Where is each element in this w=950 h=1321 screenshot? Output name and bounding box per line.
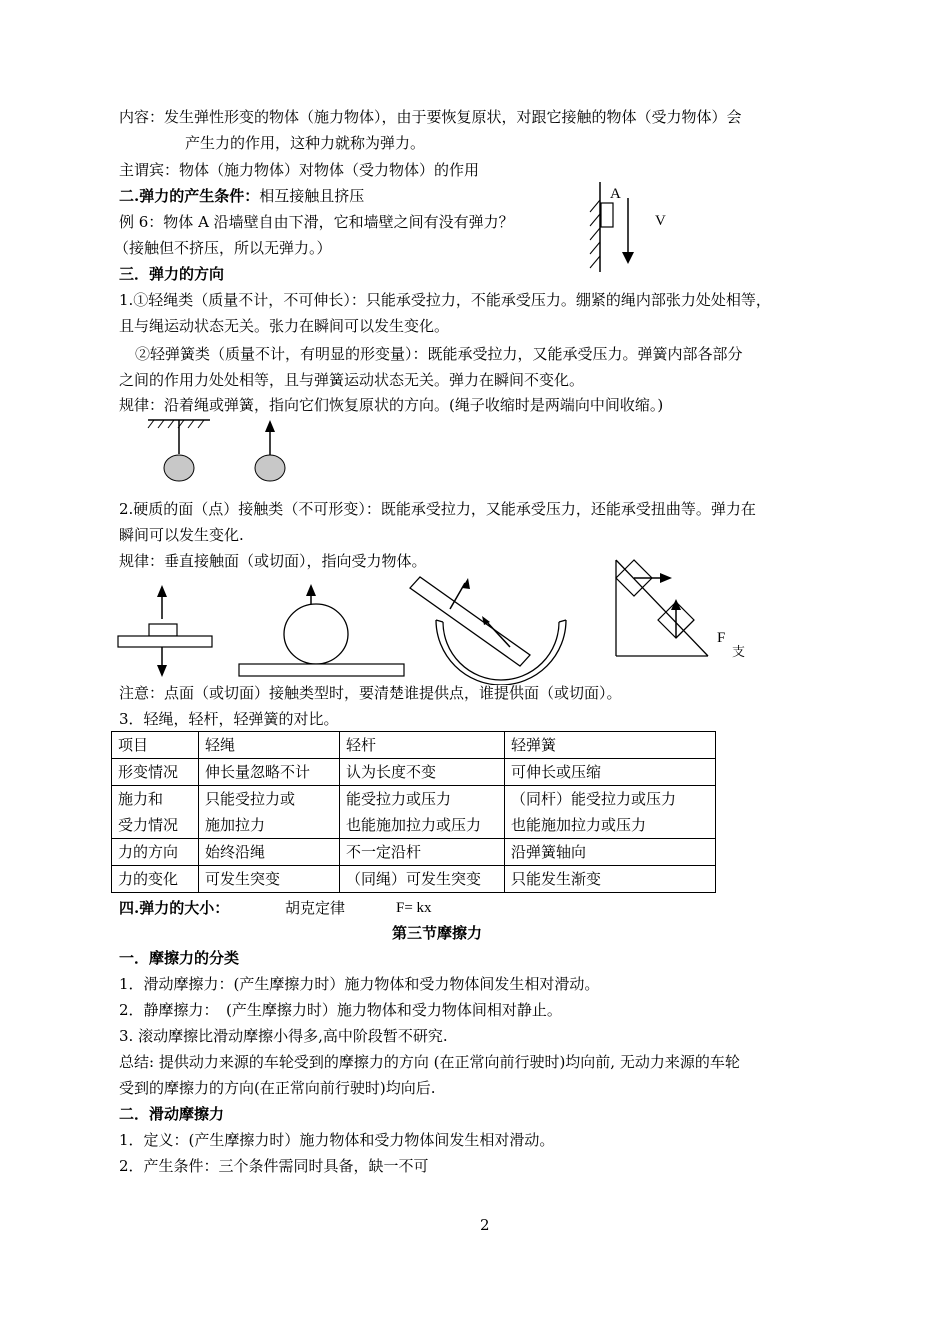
table-cell xyxy=(112,786,199,839)
table-cell: （同绳）可发生突变 xyxy=(340,866,505,893)
table-cell xyxy=(199,786,340,839)
label-a: A xyxy=(610,186,621,202)
cell-line: 也能施加拉力或压力 xyxy=(511,816,647,834)
rod-bowl-figure xyxy=(406,575,578,685)
table-cell: 轻弹簧 xyxy=(505,732,716,759)
cell-line: 受力情况 xyxy=(118,816,179,834)
table-cell: 形变情况 xyxy=(112,759,199,786)
rule-line-2: 规律：垂直接触面（或切面），指向受力物体。 xyxy=(119,552,427,570)
table-cell: 不一定沿杆 xyxy=(340,839,505,866)
table-cell: 轻杆 xyxy=(340,732,505,759)
sliding-item-1: 1．定义：(产生摩擦力时）施力物体和受力物体间发生相对滑动。 xyxy=(119,1131,555,1149)
section-title: 第三节摩擦力 xyxy=(392,924,483,942)
table-cell xyxy=(340,786,505,839)
table-cell: 力的变化 xyxy=(112,866,199,893)
page-number: 2 xyxy=(480,1216,490,1234)
table-cell xyxy=(505,786,716,839)
content-line-2: 产生力的作用，这种力就称为弹力。 xyxy=(185,134,426,152)
condition-heading: 二.弹力的产生条件： xyxy=(119,187,260,205)
example-6-answer: （接触但不挤压，所以无弹力。） xyxy=(114,239,332,257)
table-row xyxy=(112,759,716,786)
size-heading: 四.弹力的大小： xyxy=(119,899,230,917)
table-cell: 沿弹簧轴向 xyxy=(505,839,716,866)
sliding-item-2: 2．产生条件：三个条件需同时具备，缺一不可 xyxy=(119,1157,429,1175)
table-row xyxy=(112,839,716,866)
table-cell: 轻绳 xyxy=(199,732,340,759)
friction-item-3: 3. 滚动摩擦比滑动摩擦小得多,高中阶段暂不研究. xyxy=(119,1027,448,1045)
rope-line-2: 且与绳运动状态无关。张力在瞬间可以发生变化。 xyxy=(119,317,450,335)
hooke-law: 胡克定律 xyxy=(285,899,346,917)
direction-heading: 三．弹力的方向 xyxy=(119,265,225,283)
ball-force-figure xyxy=(248,412,293,484)
condition-text: 相互接触且挤压 xyxy=(259,187,365,205)
example-6: 例 6：物体 A 沿墙壁自由下滑，它和墙壁之间有没有弹力？ xyxy=(119,213,514,231)
spring-line-2: 之间的作用力处处相等，且与弹簧运动状态无关。弹力在瞬间不变化。 xyxy=(119,371,585,389)
hanging-ball-figure xyxy=(142,412,217,484)
table-cell: 可伸长或压缩 xyxy=(505,759,716,786)
table-cell: 项目 xyxy=(112,732,199,759)
table-cell: 可发生突变 xyxy=(199,866,340,893)
table-row xyxy=(112,866,716,893)
summary-line-2: 受到的摩擦力的方向(在正常向前行驶时)均向后. xyxy=(119,1079,436,1097)
label-v: V xyxy=(655,213,666,229)
cell-line: 施力和 xyxy=(118,790,164,808)
friction-item-1: 1．滑动摩擦力：(产生摩擦力时）施力物体和受力物体间发生相对滑动。 xyxy=(119,975,600,993)
friction-item-2: 2．静摩擦力： (产生摩擦力时）施力物体和受力物体间相对静止。 xyxy=(119,1001,562,1019)
cell-line: （同杆）能受拉力或压力 xyxy=(511,790,677,808)
cell-line: 施加拉力 xyxy=(205,816,266,834)
compare-title: 3．轻绳，轻杆，轻弹簧的对比。 xyxy=(119,710,339,728)
table-cell: 只能发生渐变 xyxy=(505,866,716,893)
rope-line-1: 1.①轻绳类（质量不计，不可伸长）：只能承受拉力，不能承受压力。绷紧的绳内部张力处处相等， xyxy=(119,291,771,309)
label-f-sub: 支 xyxy=(732,645,746,660)
summary-line-1: 总结: 提供动力来源的车轮受到的摩擦力的方向 (在正常向前行驶时)均向前, 无动力来源的车轮 xyxy=(119,1053,740,1071)
comparison-table xyxy=(111,731,716,893)
subject-line: 主谓宾：物体（施力物体）对物体（受力物体）的作用 xyxy=(119,161,480,179)
table-row xyxy=(112,732,716,759)
spring-line-1: ②轻弹簧类（质量不计，有明显的形变量）：既能承受拉力，又能承受压力。弹簧内部各部分 xyxy=(135,345,743,363)
table-cell: 始终沿绳 xyxy=(199,839,340,866)
cell-line: 能受拉力或压力 xyxy=(346,790,452,808)
cell-line: 只能受拉力或 xyxy=(205,790,296,808)
friction-class-heading: 一．摩擦力的分类 xyxy=(119,949,240,967)
table-row xyxy=(112,786,716,839)
block-plate-figure xyxy=(117,583,215,678)
content-line-1: 内容：发生弹性形变的物体（施力物体），由于要恢复原状，对跟它接触的物体（受力物体）会 xyxy=(119,108,742,126)
note-line: 注意：点面（或切面）接触类型时，要清楚谁提供点，谁提供面（或切面）。 xyxy=(119,684,622,702)
label-f: F xyxy=(717,630,726,646)
hard-line-1: 2.硬质的面（点）接触类（不可形变）：既能承受拉力，又能承受压力，还能承受扭曲等。弹力在 xyxy=(119,500,756,518)
table-cell: 认为长度不变 xyxy=(340,759,505,786)
hard-line-2: 瞬间可以发生变化. xyxy=(119,526,244,544)
hooke-formula: F= kx xyxy=(396,900,432,916)
rule-line-1: 规律：沿着绳或弹簧，指向它们恢复原状的方向。(绳子收缩时是两端向中间收缩。) xyxy=(119,396,664,414)
condition-line xyxy=(119,187,364,205)
sliding-friction-heading: 二．滑动摩擦力 xyxy=(119,1105,225,1123)
table-cell: 力的方向 xyxy=(112,839,199,866)
table-cell: 伸长量忽略不计 xyxy=(199,759,340,786)
cell-line: 也能施加拉力或压力 xyxy=(346,816,482,834)
ball-ground-figure xyxy=(238,580,408,680)
